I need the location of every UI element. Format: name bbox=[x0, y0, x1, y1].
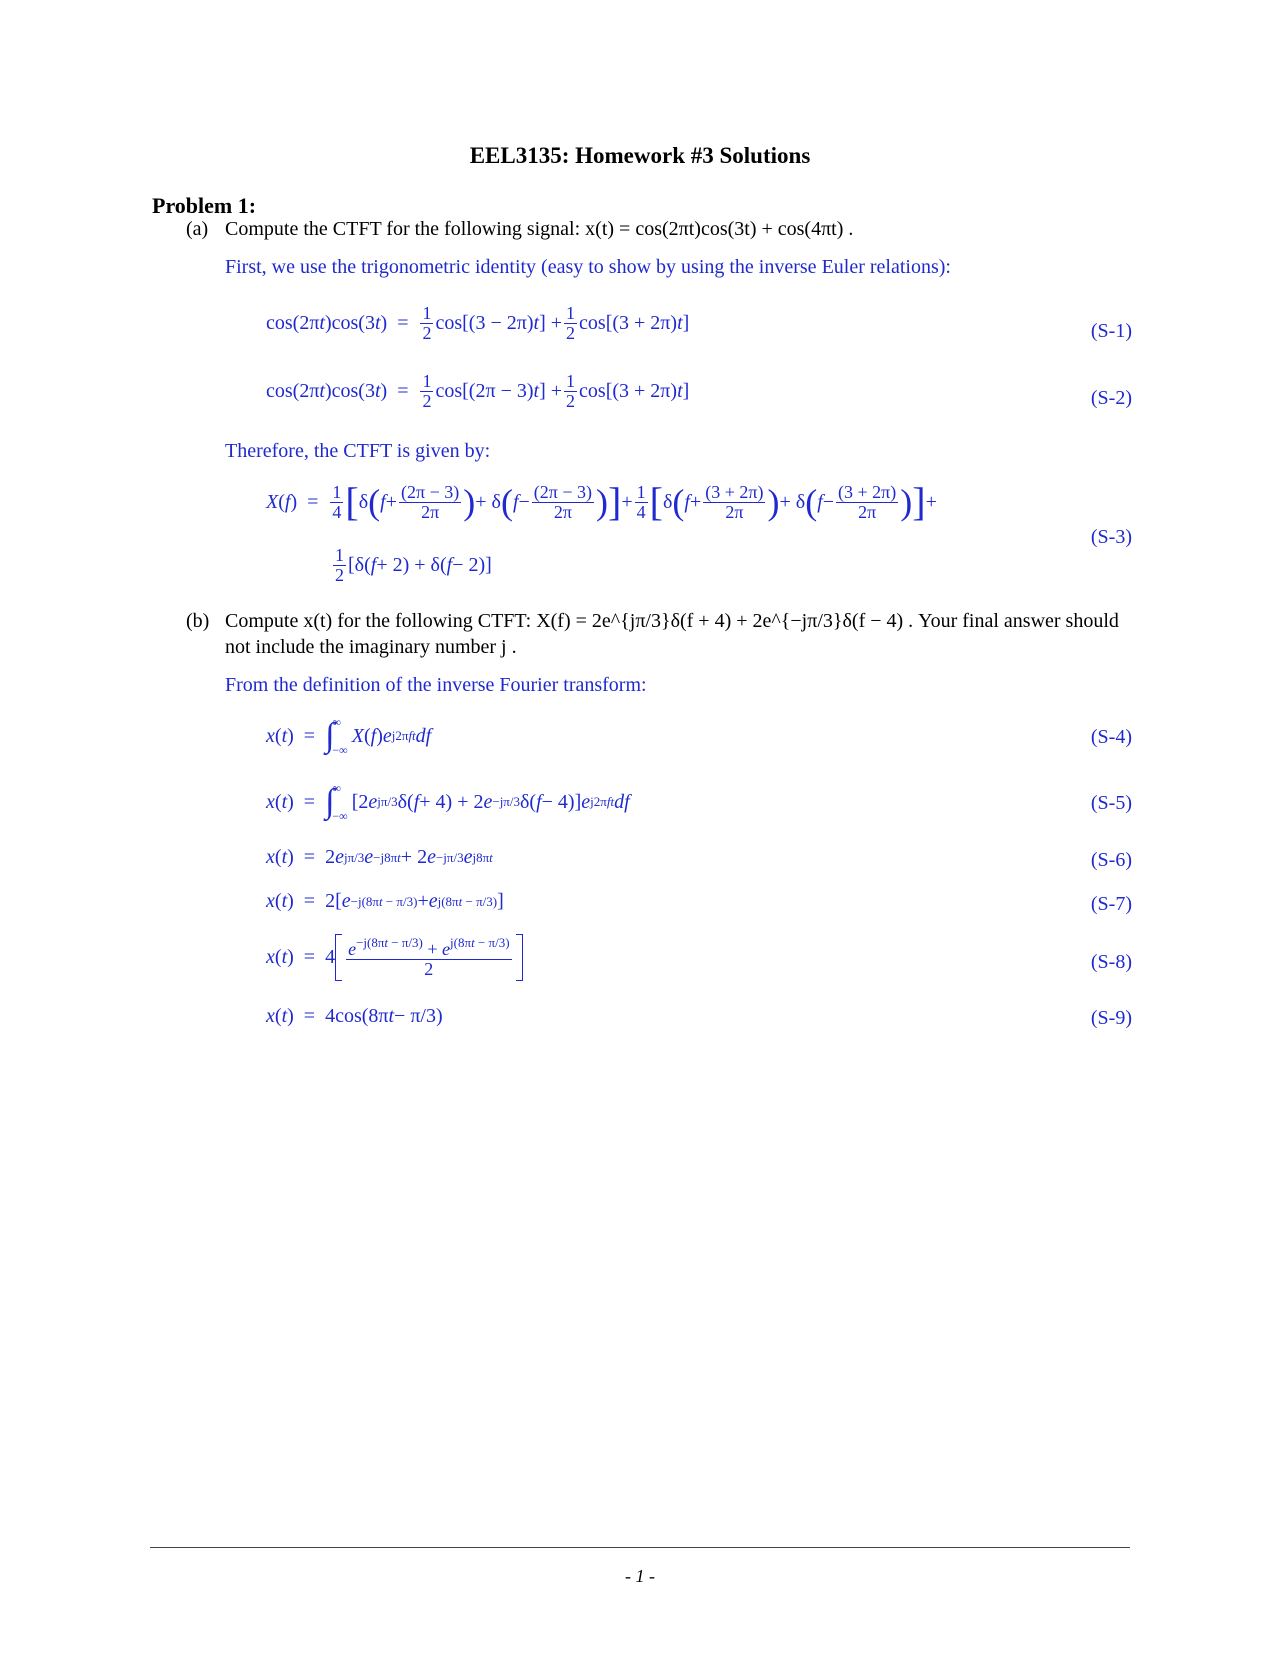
part-a-question: Compute the CTFT for the following signal: x(t) = cos(2πt)cos(3t) + cos(4πt) . bbox=[225, 218, 854, 240]
part-b-intro: From the definition of the inverse Fourier transform: bbox=[225, 674, 647, 696]
equation-s4: x ( t ) = ∫ ∞ −∞ X ( f ) e j2πft df bbox=[266, 715, 432, 757]
equation-s8: x ( t ) = 4 $\frac{e^{-j(8\pi t - \pi/3)} + e^{j(8\pi t - \pi/3)}}{2}$ bbox=[266, 934, 523, 981]
equation-s5: x ( t ) = ∫ ∞ −∞ [2 e jπ/3 δ( f + 4) + 2 e −jπ/3 δ( f − 4)] e j2πft df bbox=[266, 781, 630, 823]
equation-s6: x ( t ) = 2 e jπ/3 e −j8πt + 2 e −jπ/3 e j8πt bbox=[266, 846, 493, 868]
equation-number-s9: (S-9) bbox=[1090, 1007, 1132, 1029]
equation-s1: cos(2π t )cos(3 t ) = $\frac{1}{2}$ cos[(3 − 2π) t ] + $\frac{1}{2}$ cos[(3 + 2π) t ] bbox=[266, 303, 690, 343]
part-a-transition: Therefore, the CTFT is given by: bbox=[225, 440, 491, 462]
equation-number-s7: (S-7) bbox=[1090, 893, 1132, 915]
equation-number-s6: (S-6) bbox=[1090, 849, 1132, 871]
footer-rule bbox=[150, 1547, 1130, 1548]
equation-s9: x ( t ) = 4cos(8π t − π/3) bbox=[266, 1005, 443, 1027]
page-title: EEL3135: Homework #3 Solutions bbox=[469, 143, 811, 168]
page-number: - 1 - bbox=[625, 1566, 655, 1586]
part-a-label: (a) bbox=[186, 218, 209, 240]
problem-heading: Problem 1: bbox=[152, 193, 257, 218]
equation-s3-line2: $\frac{1}{2}$ [δ( f + 2) + δ( f − 2)] bbox=[335, 545, 492, 585]
part-b-question-line2: not include the imaginary number j . bbox=[225, 636, 517, 658]
part-b-label: (b) bbox=[186, 610, 210, 632]
equation-number-s4: (S-4) bbox=[1090, 726, 1132, 748]
equation-s7: x ( t ) = 2[ e −j(8πt − π/3) + e j(8πt − π/3) ] bbox=[266, 890, 504, 912]
equation-number-s3: (S-3) bbox=[1090, 526, 1132, 548]
equation-number-s8: (S-8) bbox=[1090, 951, 1132, 973]
part-a-intro: First, we use the trigonometric identity (easy to show by using the inverse Euler relations): bbox=[225, 256, 951, 278]
equation-number-s2: (S-2) bbox=[1090, 387, 1132, 409]
equation-number-s5: (S-5) bbox=[1090, 792, 1132, 814]
part-b-question-line1: Compute x(t) for the following CTFT: X(f) = 2e^{jπ/3}δ(f + 4) + 2e^{−jπ/3}δ(f − 4) . Your final answer should bbox=[225, 610, 1119, 632]
equation-s2: cos(2π t )cos(3 t ) = $\frac{1}{2}$ cos[(2π − 3) t ] + $\frac{1}{2}$ cos[(3 + 2π) t ] bbox=[266, 371, 690, 411]
equation-number-s1: (S-1) bbox=[1090, 320, 1132, 342]
equation-s3-line1: X ( f ) = $\frac{1}{4}$ [ δ ( f + $\frac{(2\pi - 3)}{2\pi}$ ) + δ ( f − $\frac{(2\pi - 3)}{2\pi}$ ) ] + $\frac{1}{4}$ [ δ ( f + $\frac{(3 + 2\pi)}{2\pi}$ ) + δ ( f − $\frac{(3 + 2\pi)}{2\pi}$ ) ] + bbox=[266, 479, 937, 524]
